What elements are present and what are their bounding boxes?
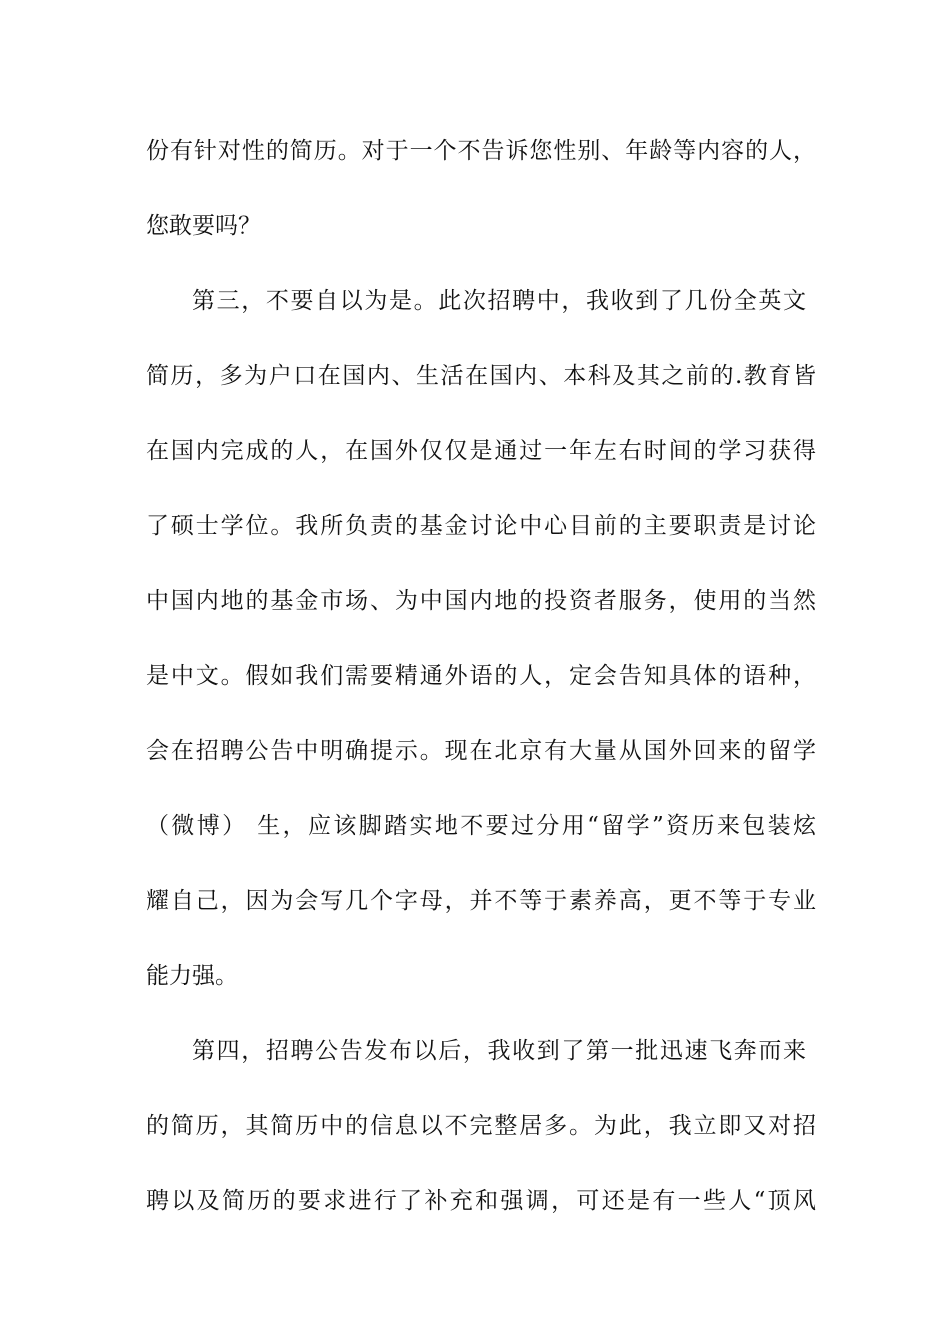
text-line-14: 的简历，其简历中的信息以不完整居多。为此，我立即又对招 bbox=[146, 1113, 816, 1139]
text-line-15: 聘以及简历的要求进行了补充和强调，可还是有一些人“顶风 bbox=[146, 1188, 816, 1214]
text-line-13: 第四，招聘公告发布以后，我收到了第一批迅速飞奔而来 bbox=[192, 1038, 806, 1064]
text-line-9: 会在招聘公告中明确提示。现在北京有大量从国外回来的留学 bbox=[146, 738, 816, 764]
text-line-6: 了硕士学位。我所负责的基金讨论中心目前的主要职责是讨论 bbox=[146, 513, 816, 539]
text-line-3: 第三，不要自以为是。此次招聘中，我收到了几份全英文 bbox=[192, 288, 806, 314]
text-line-2: 您敢要吗？ bbox=[146, 213, 261, 239]
text-line-12: 能力强。 bbox=[146, 963, 238, 989]
text-line-7: 中国内地的基金市场、为中国内地的投资者服务，使用的当然 bbox=[146, 588, 816, 614]
text-line-1: 份有针对性的简历。对于一个不告诉您性别、年龄等内容的人， bbox=[146, 138, 816, 164]
text-line-10: （微博） 生，应该脚踏实地不要过分用“留学”资历来包装炫 bbox=[146, 813, 816, 839]
text-line-5: 在国内完成的人，在国外仅仅是通过一年左右时间的学习获得 bbox=[146, 438, 816, 464]
text-line-11: 耀自己，因为会写几个字母，并不等于素养高，更不等于专业 bbox=[146, 888, 816, 914]
text-line-4: 简历，多为户口在国内、生活在国内、本科及其之前的.教育皆 bbox=[146, 363, 816, 389]
text-line-8: 是中文。假如我们需要精通外语的人，定会告知具体的语种， bbox=[146, 663, 816, 689]
